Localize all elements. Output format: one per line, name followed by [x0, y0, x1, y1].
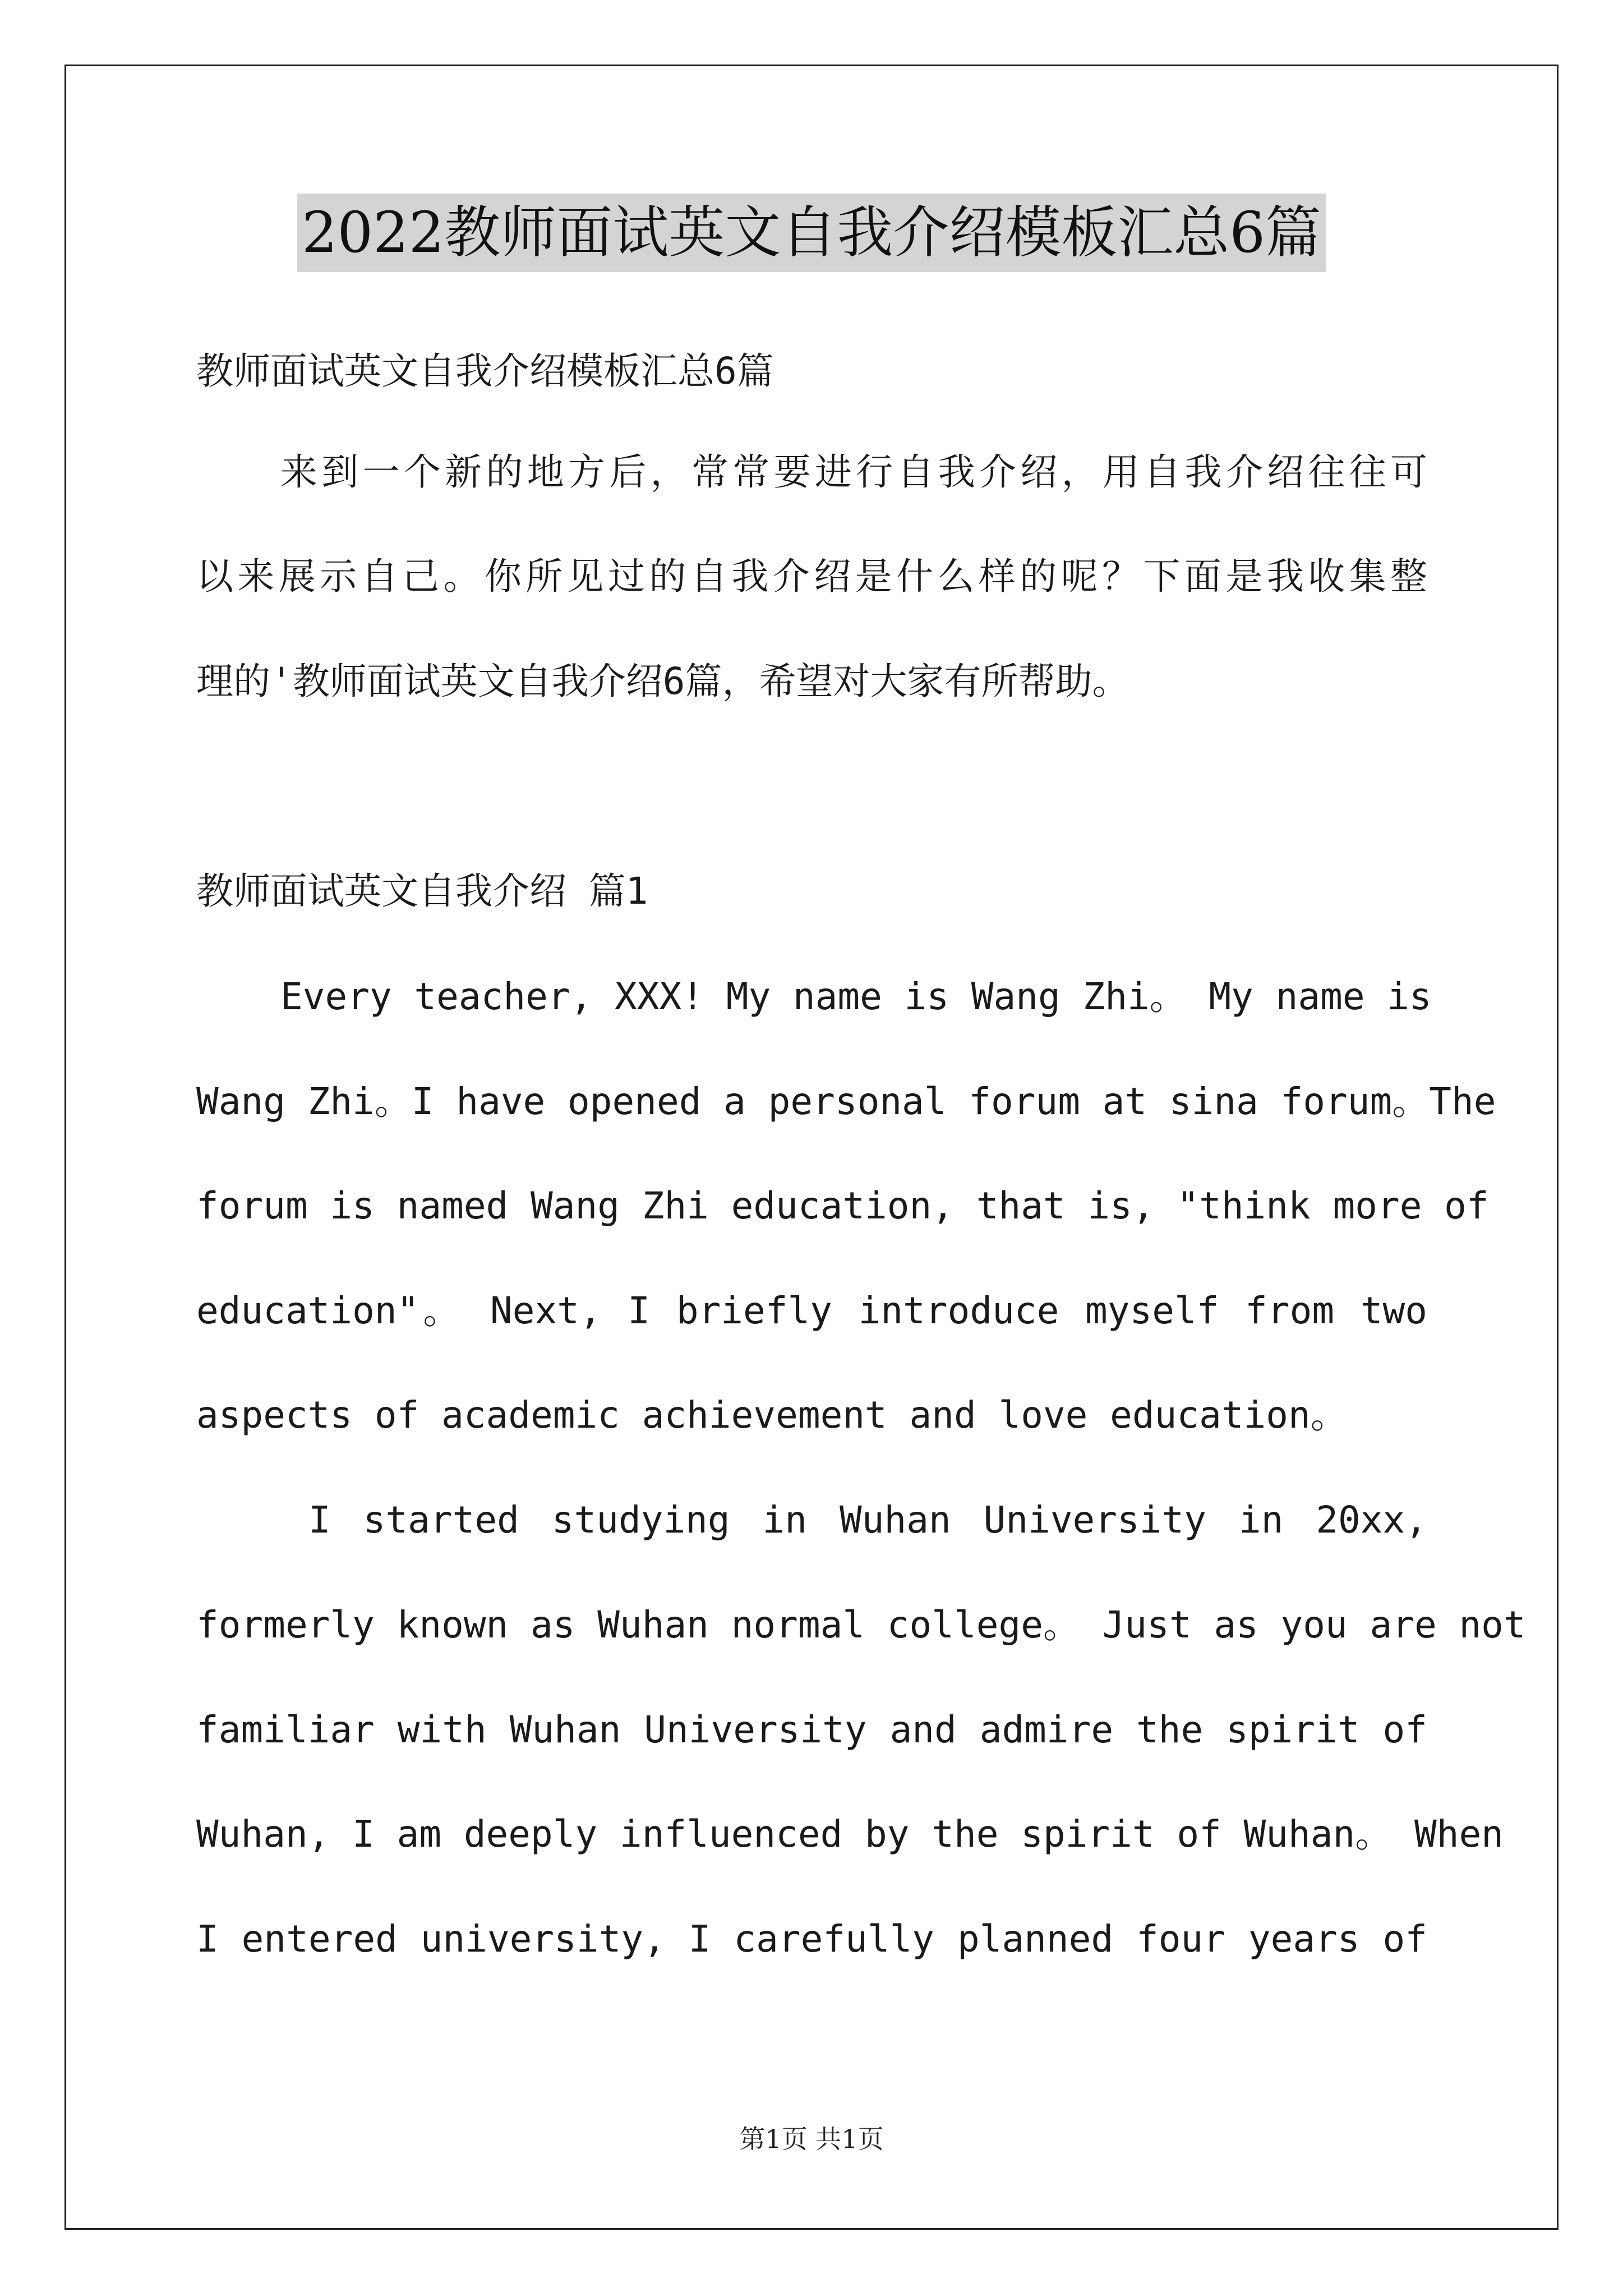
para1-line-2: Wang Zhi。I have opened a personal forum at sina forum。The — [196, 1080, 1496, 1123]
para2-line-2: formerly known as Wuhan normal college。 Just as you are not — [196, 1603, 1526, 1646]
section-heading: 教师面试英文自我介绍 篇1 — [196, 869, 648, 913]
para1-line-4: education"。 Next, I briefly introduce myself from two — [196, 1289, 1427, 1332]
para1-line-3: forum is named Wang Zhi education, that is, "think more of — [196, 1184, 1489, 1227]
intro-line-1: 来到一个新的地方后，常常要进行自我介绍，用自我介绍往往可 — [280, 450, 1427, 494]
para2-line-5: I entered university, I carefully planned four years of — [196, 1917, 1427, 1961]
intro-line-3: 理的'教师面试英文自我介绍6篇，希望对大家有所帮助。 — [196, 660, 1129, 703]
para2-line-3: familiar with Wuhan University and admire the spirit of — [196, 1708, 1427, 1751]
title-container — [0, 194, 1623, 272]
para2-line-1: I started studying in Wuhan University in 20xx, — [308, 1498, 1427, 1542]
subtitle: 教师面试英文自我介绍模板汇总6篇 — [196, 349, 774, 393]
page-title: 2022教师面试英文自我介绍模板汇总6篇 — [297, 194, 1326, 272]
intro-line-2: 以来展示自己。你所见过的自我介绍是什么样的呢？下面是我收集整 — [196, 555, 1427, 598]
para1-line-1: Every teacher, XXX! My name is Wang Zhi。 My name is — [280, 975, 1432, 1018]
para2-line-4: Wuhan, I am deeply influenced by the spirit of Wuhan。 When — [196, 1812, 1504, 1856]
page-footer: 第1页 共1页 — [739, 2124, 884, 2154]
para1-line-5: aspects of academic achievement and love education。 — [196, 1393, 1348, 1437]
